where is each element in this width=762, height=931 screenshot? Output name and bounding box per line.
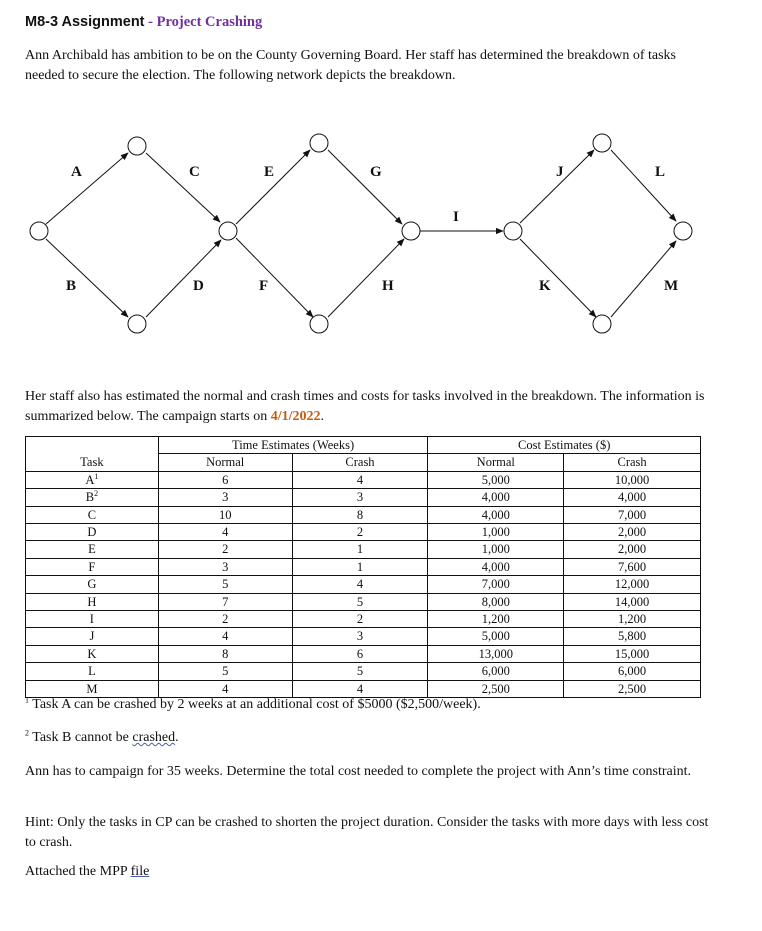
time-normal-cell: 5 [158,576,292,593]
header-task: Task [26,454,159,471]
header-cost-crash: Crash [564,454,701,471]
label-G: G [370,164,382,180]
node-2 [128,137,146,155]
edge-G [328,150,402,224]
cost-normal-cell: 5,000 [428,628,564,645]
node-7 [402,222,420,240]
table-row [26,593,701,610]
table-row [26,680,701,697]
footnote-2-end: . [175,730,179,745]
cost-normal-cell: 5,000 [428,471,564,488]
cost-crash-cell: 2,500 [564,680,701,697]
edge-K [520,239,596,317]
label-C: C [189,164,200,180]
cost-normal-cell: 6,000 [428,663,564,680]
time-crash-cell: 1 [292,541,428,558]
estimates-table [25,436,701,698]
label-D: D [193,278,204,294]
node-8 [504,222,522,240]
table-corner [26,437,159,454]
label-E: E [264,164,275,180]
time-normal-cell: 4 [158,524,292,541]
attachment-file-link[interactable]: file [130,864,150,879]
cost-normal-cell: 2,500 [428,680,564,697]
time-crash-cell: 4 [292,680,428,697]
label-A: A [71,164,82,180]
task-cell: L [26,663,159,680]
node-4 [219,222,237,240]
cost-crash-cell: 10,000 [564,471,701,488]
header-time-crash: Crash [292,454,428,471]
intro-paragraph: Ann Archibald has ambition to be on the County Governing Board. Her staff has determined the breakdown of tasks needed to secure the election. The following network depicts the breakdown. [25,48,676,83]
task-cell: J [26,628,159,645]
table-row [26,489,701,506]
label-F: F [259,278,269,294]
label-M: M [664,278,679,294]
time-normal-cell: 5 [158,663,292,680]
node-3 [128,315,146,333]
project-network-diagram [0,120,762,340]
paragraph-estimates-end: . [320,409,324,424]
time-crash-cell: 3 [292,489,428,506]
time-crash-cell: 2 [292,611,428,628]
footnote-2-mark: 2 [25,728,29,738]
task-cell: $A^1$ [26,471,159,488]
time-normal-cell: 4 [158,628,292,645]
table-row [26,663,701,680]
task-cell: H [26,593,159,610]
footnote-2-crashed: crashed [132,730,176,745]
time-crash-cell: 5 [292,593,428,610]
edge-L [611,150,676,221]
cost-crash-cell: 6,000 [564,663,701,680]
table-row [26,524,701,541]
table-row [26,645,701,662]
paragraph-estimates [25,387,715,427]
cost-crash-cell: 7,600 [564,558,701,575]
time-normal-cell: 2 [158,611,292,628]
time-crash-cell: 6 [292,645,428,662]
cost-normal-cell: 1,000 [428,524,564,541]
footnote-1-mark: 1 [25,695,29,705]
time-normal-cell: 4 [158,680,292,697]
cost-normal-cell: 13,000 [428,645,564,662]
cost-crash-cell: 12,000 [564,576,701,593]
node-6 [310,315,328,333]
campaign-start-date: 4/1/2022 [270,409,321,424]
task-cell: K [26,645,159,662]
paragraph-estimates-text: Her staff also has estimated the normal and crash times and costs for tasks involved in the breakdown. The information is summarized below. The campaign starts on [25,389,705,424]
time-normal-cell: 3 [158,558,292,575]
edge-A [46,153,128,224]
footnote-2 [25,730,179,746]
time-normal-cell: 7 [158,593,292,610]
footnote-1 [25,697,481,713]
title-separator: - [144,14,157,30]
cost-normal-cell: 4,000 [428,489,564,506]
label-I: I [453,209,459,225]
table-row [26,611,701,628]
node-11 [674,222,692,240]
label-H: H [382,278,394,294]
task-cell: F [26,558,159,575]
label-K: K [539,278,551,294]
cost-normal-cell: 7,000 [428,576,564,593]
time-crash-cell: 2 [292,524,428,541]
footnote-2-text: Task B cannot be [29,730,133,745]
cost-crash-cell: 7,000 [564,506,701,523]
time-crash-cell: 4 [292,576,428,593]
task-footnote-mark: 1 [94,471,99,481]
task-cell: I [26,611,159,628]
header-cost-estimates: Cost Estimates ($) [428,437,701,454]
cost-normal-cell: 1,000 [428,541,564,558]
task-cell: C [26,506,159,523]
label-B: B [66,278,77,294]
time-normal-cell: 10 [158,506,292,523]
edge-C [146,153,220,222]
table-row [26,628,701,645]
cost-crash-cell: 2,000 [564,524,701,541]
cost-crash-cell: 4,000 [564,489,701,506]
edge-J [520,150,594,223]
node-10 [593,315,611,333]
time-crash-cell: 4 [292,471,428,488]
time-crash-cell: 5 [292,663,428,680]
table-row [26,558,701,575]
question-paragraph: Ann has to campaign for 35 weeks. Determine the total cost needed to complete the project with Ann’s time constraint. [25,764,691,779]
task-footnote-mark: 2 [94,489,99,499]
node-5 [310,134,328,152]
edge-F [236,238,313,317]
footnote-1-text: Task A can be crashed by 2 weeks at an additional cost of $5000 ($2,500/week). [29,697,481,712]
hint-paragraph: Hint: Only the tasks in CP can be crashed to shorten the project duration. Consider the tasks with more days with less cost to crash. [25,815,709,850]
edge-D [146,240,221,317]
table-row [26,506,701,523]
assignment-topic: Project Crashing [156,14,263,30]
time-normal-cell: 3 [158,489,292,506]
table-row [26,471,701,488]
cost-normal-cell: 8,000 [428,593,564,610]
label-J: J [556,164,564,180]
assignment-label: M8-3 Assignment [25,14,145,30]
header-cost-normal: Normal [428,454,564,471]
cost-normal-cell: 4,000 [428,558,564,575]
cost-crash-cell: 14,000 [564,593,701,610]
time-normal-cell: 2 [158,541,292,558]
cost-normal-cell: 4,000 [428,506,564,523]
time-normal-cell: 6 [158,471,292,488]
node-1 [30,222,48,240]
label-L: L [655,164,666,180]
attachment-text: Attached the MPP [25,864,131,879]
cost-normal-cell: 1,200 [428,611,564,628]
task-cell: E [26,541,159,558]
time-crash-cell: 3 [292,628,428,645]
node-9 [593,134,611,152]
edge-B [46,239,128,317]
edge-E [236,150,310,224]
cost-crash-cell: 15,000 [564,645,701,662]
header-time-estimates: Time Estimates (Weeks) [158,437,428,454]
task-cell: G [26,576,159,593]
cost-crash-cell: 2,000 [564,541,701,558]
task-cell: D [26,524,159,541]
attachment-line [25,862,715,882]
cost-crash-cell: 5,800 [564,628,701,645]
task-cell: M [86,681,98,696]
cost-crash-cell: 1,200 [564,611,701,628]
time-normal-cell: 8 [158,645,292,662]
table-row [26,541,701,558]
time-crash-cell: 8 [292,506,428,523]
task-cell: $B^2$ [26,489,159,506]
table-row [26,576,701,593]
time-crash-cell: 1 [292,558,428,575]
assignment-title [25,14,262,31]
header-time-normal: Normal [158,454,292,471]
